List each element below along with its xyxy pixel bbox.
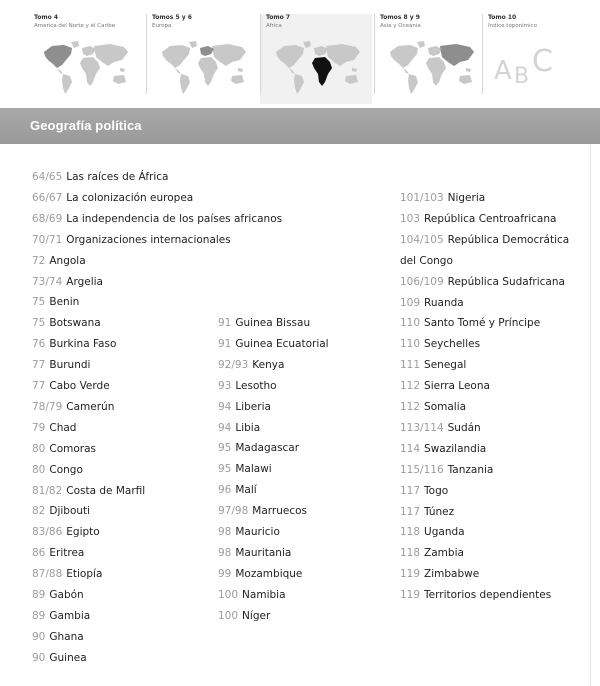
country-name: Costa de Marfil [66, 484, 146, 497]
page-number: 100 [218, 588, 239, 601]
index-entry[interactable] [400, 443, 486, 456]
country-name: República Centroafricana [424, 212, 557, 225]
tome-5-6[interactable] [146, 14, 258, 104]
tome-title: Tomo 10 [488, 14, 517, 21]
page-number: 70/71 [32, 233, 63, 246]
country-name: Mauricio [235, 526, 280, 538]
section-title: Geografía política [30, 118, 142, 133]
page-number: 93 [218, 379, 232, 392]
index-entry[interactable] [400, 297, 464, 310]
world-map-icon [38, 38, 132, 94]
country-name: Santo Tomé y Príncipe [424, 317, 541, 330]
country-name: Etiopía [66, 568, 103, 581]
country-name: Mauritania [235, 546, 292, 559]
country-name: Madagascar [235, 442, 300, 455]
tome-8-9[interactable] [374, 14, 486, 104]
page-edge-line [590, 144, 591, 686]
index-entry[interactable] [32, 255, 86, 268]
country-name: Chad [49, 421, 77, 434]
page-number: 111 [400, 359, 421, 372]
index-entry[interactable] [400, 422, 481, 435]
country-name: Burkina Faso [49, 338, 117, 351]
africa-map-icon [270, 38, 364, 94]
index-entry[interactable] [400, 359, 466, 372]
page-number: 117 [400, 505, 421, 518]
country-name: Mozambique [235, 567, 303, 580]
country-name: Nigeria [447, 192, 486, 204]
page-number: 72 [32, 254, 46, 267]
country-name: Malí [235, 484, 257, 497]
country-name: Lesotho [235, 379, 277, 392]
page-number: 80 [32, 442, 46, 455]
index-entry[interactable] [218, 401, 271, 414]
country-name: Argelia [66, 275, 103, 288]
page-number: 109 [400, 296, 421, 309]
page-number: 98 [218, 546, 232, 559]
page-number: 112 [400, 401, 421, 413]
index-entry[interactable] [32, 401, 114, 414]
page-number: 118 [400, 526, 421, 539]
index-entry[interactable] [218, 317, 310, 330]
page-number: 113/114 [400, 421, 444, 434]
index-entry[interactable] [218, 610, 270, 623]
country-name: Comoras [49, 442, 97, 455]
page-number: 90 [32, 651, 46, 664]
index-entry[interactable] [32, 568, 102, 581]
country-name: Túnez [424, 505, 455, 518]
country-name: Libia [235, 421, 261, 434]
page-number: 79 [32, 421, 46, 434]
page-number: 81/82 [32, 484, 63, 497]
page-number: 117 [400, 484, 421, 497]
index-entry[interactable] [400, 568, 479, 581]
tome-title: Tomo 4 [34, 14, 59, 21]
index-entry[interactable] [218, 547, 291, 560]
country-name: Zambia [424, 547, 464, 560]
index-entry[interactable] [32, 505, 90, 518]
page-number: 90 [32, 630, 46, 643]
country-name: Sierra Leona [424, 380, 490, 393]
page-number: 103 [400, 212, 421, 225]
page-number: 91 [218, 317, 232, 329]
country-name: Eritrea [49, 547, 85, 560]
tome-divider [374, 14, 375, 94]
index-entry[interactable] [400, 589, 551, 602]
page-number: 92/93 [218, 358, 249, 371]
country-name: Guinea Bissau [235, 317, 311, 329]
country-name: Congo [49, 463, 83, 476]
index-entry[interactable] [400, 234, 569, 247]
page-number: 97/98 [218, 505, 249, 518]
page-number: 68/69 [32, 212, 63, 225]
country-name: Togo [424, 484, 449, 497]
index-entry[interactable] [32, 171, 168, 184]
index-entry[interactable] [218, 380, 277, 393]
page-number: 112 [400, 380, 421, 393]
index-entry[interactable] [400, 401, 466, 414]
index-entry[interactable] [218, 589, 286, 602]
index-entry[interactable] [32, 317, 101, 330]
country-name: Egipto [66, 526, 100, 539]
tome-subtitle: Europa [152, 23, 172, 29]
page-number: 106/109 [400, 275, 444, 288]
index-entry[interactable] [218, 505, 307, 518]
tome-subtitle: Indice toponimico [488, 23, 537, 29]
index-entry[interactable] [400, 317, 540, 330]
index-entry[interactable] [218, 422, 260, 435]
index-entry[interactable] [32, 652, 87, 665]
index-entry[interactable] [32, 380, 110, 393]
index-entry[interactable] [32, 443, 96, 456]
page-number: 100 [218, 609, 239, 622]
country-name: Malawi [235, 463, 272, 476]
tome-4[interactable] [34, 14, 146, 104]
page-number: 115/116 [400, 463, 444, 476]
tome-navigation [28, 14, 584, 104]
country-name: Botswana [49, 317, 101, 330]
country-name: República Sudafricana [447, 275, 565, 288]
page-number: 119 [400, 589, 421, 602]
page-number: 80 [32, 463, 46, 476]
page-number: 64/65 [32, 171, 63, 183]
tome-title: Tomos 8 y 9 [380, 14, 420, 21]
index-entry[interactable] [400, 547, 464, 560]
index-entry[interactable] [400, 338, 480, 351]
country-name: Gambia [49, 609, 91, 622]
index-entry[interactable] [32, 338, 116, 351]
index-entry[interactable] [400, 485, 448, 498]
page-number: 95 [218, 442, 232, 455]
country-name: Marruecos [252, 505, 307, 518]
index-entry[interactable] [32, 610, 90, 623]
index-entry[interactable] [400, 506, 454, 519]
index-entry[interactable] [32, 631, 84, 644]
country-name: Camerún [66, 400, 115, 413]
page-number: 110 [400, 317, 421, 330]
country-name: del Congo [400, 254, 453, 267]
index-entry[interactable] [32, 422, 76, 435]
index-entry[interactable] [32, 485, 145, 498]
page-number: 87/88 [32, 568, 63, 581]
index-entry[interactable] [32, 213, 282, 226]
tome-title: Tomos 5 y 6 [152, 14, 192, 21]
country-name: Senegal [424, 359, 467, 372]
page-number: 110 [400, 338, 421, 351]
page-number: 94 [218, 400, 232, 413]
page-number: 86 [32, 547, 46, 560]
index-entry[interactable] [218, 463, 272, 476]
country-name: Territorios dependientes [424, 589, 552, 602]
tome-subtitle: Asia y Oceania [380, 23, 421, 29]
country-name: Organizaciones internacionales [66, 233, 231, 246]
index-entry[interactable] [32, 464, 83, 477]
page-number: 94 [218, 421, 232, 434]
page-number: 89 [32, 589, 46, 601]
page-number: 78/79 [32, 400, 63, 413]
country-name: La colonización europea [66, 191, 194, 204]
page-number: 91 [218, 337, 232, 350]
tome-divider [482, 14, 483, 94]
index-entry[interactable] [400, 213, 556, 226]
index-entry[interactable] [400, 526, 465, 539]
world-map-icon [156, 38, 250, 94]
country-name: Somalia [424, 401, 467, 413]
country-name: Benin [49, 296, 80, 309]
index-entry[interactable] [218, 568, 302, 581]
country-name: Uganda [424, 526, 465, 539]
tome-7[interactable] [260, 14, 372, 104]
index-entry[interactable] [400, 192, 485, 205]
index-entry[interactable] [400, 276, 565, 289]
country-name: Ghana [49, 630, 84, 643]
country-name: Kenya [252, 358, 285, 371]
country-name: Zimbabwe [424, 568, 480, 581]
page-number: 66/67 [32, 191, 63, 204]
page-number: 104/105 [400, 233, 444, 246]
country-name: La independencia de los países africanos [66, 212, 283, 225]
tome-divider [146, 14, 147, 94]
page-number: 89 [32, 609, 46, 622]
tome-subtitle: Africa [266, 23, 282, 29]
index-entry[interactable] [32, 276, 103, 289]
page-number: 77 [32, 380, 46, 392]
index-entry[interactable] [400, 464, 493, 477]
tome-subtitle: America del Norte y el Caribe [34, 23, 116, 29]
page-number: 101/103 [400, 192, 444, 204]
page-number: 83/86 [32, 526, 63, 539]
country-name: Burundi [49, 359, 91, 372]
country-name: Níger [242, 609, 271, 622]
page-number: 118 [400, 547, 421, 560]
world-map-icon [384, 38, 478, 94]
page-number: 114 [400, 442, 421, 455]
index-entry[interactable] [32, 359, 90, 372]
index-entry[interactable] [218, 526, 280, 539]
page-number: 96 [218, 484, 232, 497]
country-name: Swazilandia [424, 442, 487, 455]
abc-glyph-icon: A B C [494, 44, 553, 89]
page-number: 75 [32, 296, 46, 309]
country-name: Guinea [49, 651, 87, 664]
country-name: Djibouti [49, 505, 91, 518]
section-banner [0, 108, 600, 144]
tome-title: Tomo 7 [266, 14, 291, 21]
page-number: 75 [32, 317, 46, 330]
country-name: Namibia [242, 588, 286, 601]
tome-10[interactable] [482, 14, 582, 104]
country-name: República Democrática [447, 233, 570, 246]
tome-divider [260, 14, 261, 94]
page-number: 76 [32, 338, 46, 351]
country-name: Tanzania [447, 463, 494, 476]
page-number: 73/74 [32, 275, 63, 288]
index-entry[interactable] [218, 442, 299, 455]
country-name: Liberia [235, 400, 271, 413]
page-number: 77 [32, 359, 46, 372]
country-name: Ruanda [424, 296, 464, 309]
index-entry[interactable] [400, 380, 490, 393]
page-number: 98 [218, 526, 232, 538]
index-entry[interactable] [32, 234, 231, 247]
index-entry[interactable] [32, 526, 100, 539]
page-number: 99 [218, 567, 232, 580]
index-entry[interactable] [32, 589, 84, 602]
country-name: Sudán [447, 421, 481, 434]
index-entry[interactable] [32, 296, 79, 309]
index-entry[interactable] [218, 338, 329, 351]
page-number: 95 [218, 463, 232, 476]
index-entry[interactable] [218, 359, 284, 372]
index-entry[interactable] [32, 192, 193, 205]
country-name: Las raíces de África [66, 171, 169, 183]
index-entry[interactable] [218, 484, 257, 497]
country-name: Angola [49, 254, 86, 267]
country-name: Seychelles [424, 338, 481, 351]
page-number: 119 [400, 568, 421, 581]
country-name: Cabo Verde [49, 380, 110, 392]
index-entry[interactable] [32, 547, 84, 560]
country-name: Gabón [49, 589, 84, 601]
page-number: 82 [32, 505, 46, 518]
index-entry[interactable] [400, 255, 453, 268]
country-name: Guinea Ecuatorial [235, 337, 329, 350]
